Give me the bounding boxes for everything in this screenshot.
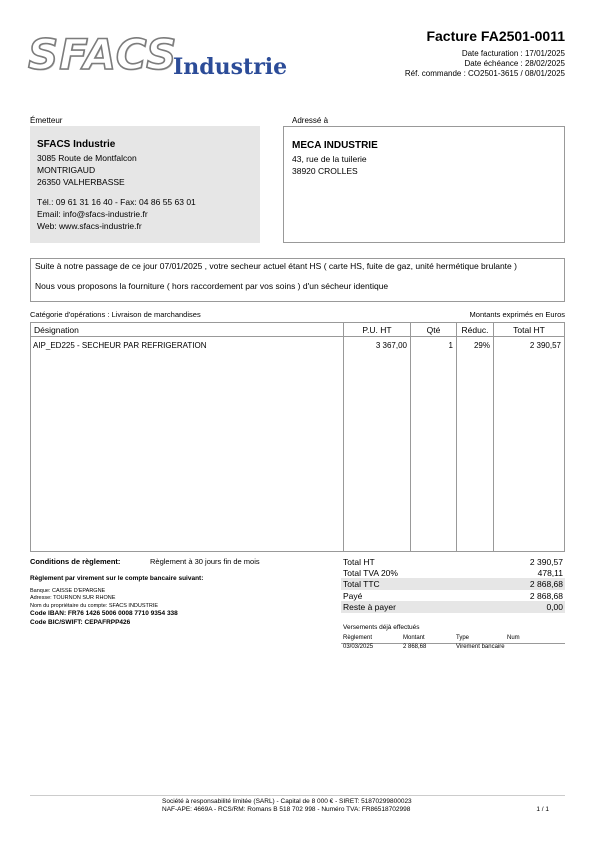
row-pu: 3 367,00: [375, 341, 407, 350]
emitter-address-2: MONTRIGAUD: [37, 165, 96, 175]
emitter-name: SFACS Industrie: [37, 139, 116, 150]
header-designation: Désignation: [34, 325, 79, 335]
conditions-value: Règlement à 30 jours fin de mois: [150, 557, 260, 566]
date-facturation: Date facturation : 17/01/2025: [461, 49, 565, 58]
note-line-2: Nous vous proposons la fourniture ( hors raccordement par vos soins ) d'un sécheur identique: [35, 281, 389, 291]
total-ttc-value: 2 868,68: [529, 579, 563, 589]
payments-header-reglement: Règlement: [343, 635, 373, 641]
row-qty: 1: [448, 341, 453, 350]
header-total: Total HT: [513, 325, 545, 335]
note-line-1: Suite à notre passage de ce jour 07/01/2025 , votre secheur actuel étant HS ( carte HS, fuite de gaz, unité hermétique brulante ): [35, 261, 517, 271]
recipient-address-1: 43, rue de la tuilerie: [292, 154, 367, 164]
payments-header-num: Num: [507, 635, 520, 641]
logo-industrie: Industrie: [173, 54, 288, 80]
invoice-title: Facture FA2501-0011: [426, 28, 565, 44]
remaining-value: 0,00: [546, 602, 563, 612]
emitter-label: Émetteur: [30, 116, 63, 125]
logo-sfacs: SFACS: [28, 30, 178, 79]
operations-category: Catégorie d'opérations : Livraison de marchandises: [30, 310, 201, 319]
payment-date: 03/03/2025: [343, 644, 374, 650]
bank-address: Adresse: TOURNON SUR RHONE: [30, 595, 116, 601]
paid-label: Payé: [343, 591, 363, 601]
payments-header-montant: Montant: [403, 635, 425, 641]
total-ht-label: Total HT: [343, 557, 375, 567]
total-tva-label: Total TVA 20%: [343, 568, 398, 578]
total-ttc-row: [341, 578, 565, 590]
emitter-address-1: 3085 Route de Montfalcon: [37, 153, 137, 163]
recipient-box: [283, 126, 565, 243]
footer-divider: [30, 795, 565, 796]
emitter-address-3: 26350 VALHERBASSE: [37, 177, 125, 187]
payment-type: Virement bancaire: [456, 644, 505, 650]
remaining-label: Reste à payer: [343, 602, 396, 612]
header-qty: Qté: [426, 325, 441, 335]
bic-swift: Code BIC/SWIFT: CEPAFRPP426: [30, 619, 131, 626]
emitter-web: Web: www.sfacs-industrie.fr: [37, 221, 142, 231]
total-ttc-label: Total TTC: [343, 579, 380, 589]
header-pu: P.U. HT: [362, 325, 392, 335]
emitter-email: Email: info@sfacs-industrie.fr: [37, 209, 148, 219]
currency-note: Montants exprimés en Euros: [469, 310, 565, 319]
items-table: [30, 322, 565, 552]
total-ht-value: 2 390,57: [529, 557, 563, 567]
payments-header-type: Type: [456, 635, 470, 641]
emitter-box: [30, 126, 260, 243]
virement-title: Règlement par virement sur le compte bancaire suivant:: [30, 575, 204, 582]
iban: Code IBAN: FR76 1426 5006 0008 7710 9354 338: [30, 610, 178, 617]
recipient-address-2: 38920 CROLLES: [292, 166, 358, 176]
footer-legal-2: NAF-APE: 4669A - RCS/RM: Romans B 518 702 998 - Numéro TVA: FR86518702998: [162, 806, 411, 813]
paid-value: 2 868,68: [529, 591, 563, 601]
page-number: 1 / 1: [536, 806, 549, 813]
date-echeance: Date échéance : 28/02/2025: [464, 59, 565, 68]
account-owner: Nom du propriétaire du compte: SFACS INDUSTRIE: [30, 603, 159, 609]
total-tva-value: 478,11: [537, 568, 563, 578]
conditions-label: Conditions de règlement:: [30, 557, 121, 566]
emitter-phone: Tél.: 09 61 31 16 40 - Fax: 04 86 55 63 01: [37, 197, 196, 207]
payment-row: [341, 644, 565, 653]
header-reduc: Réduc.: [461, 325, 489, 335]
footer-legal-1: Société à responsabilité limitée (SARL) - Capital de 8 000 € - SIRET: 51870299800023: [162, 798, 412, 805]
row-reduc: 29%: [473, 341, 490, 350]
recipient-label: Adressé à: [292, 116, 329, 125]
row-total: 2 390,57: [529, 341, 561, 350]
bank-name: Banque: CAISSE D'EPARGNE: [30, 588, 106, 594]
payments-header: [341, 634, 565, 644]
recipient-name: MECA INDUSTRIE: [292, 140, 378, 151]
remaining-row: [341, 601, 565, 613]
ref-commande: Réf. commande : CO2501-3615 / 08/01/2025: [404, 69, 565, 78]
payment-amount: 2 868,68: [403, 644, 427, 650]
note-box: [30, 258, 565, 302]
row-designation: AIP_ED225 - SECHEUR PAR REFRIGERATION: [33, 341, 207, 350]
payments-title: Versements déjà effectués: [343, 624, 420, 631]
